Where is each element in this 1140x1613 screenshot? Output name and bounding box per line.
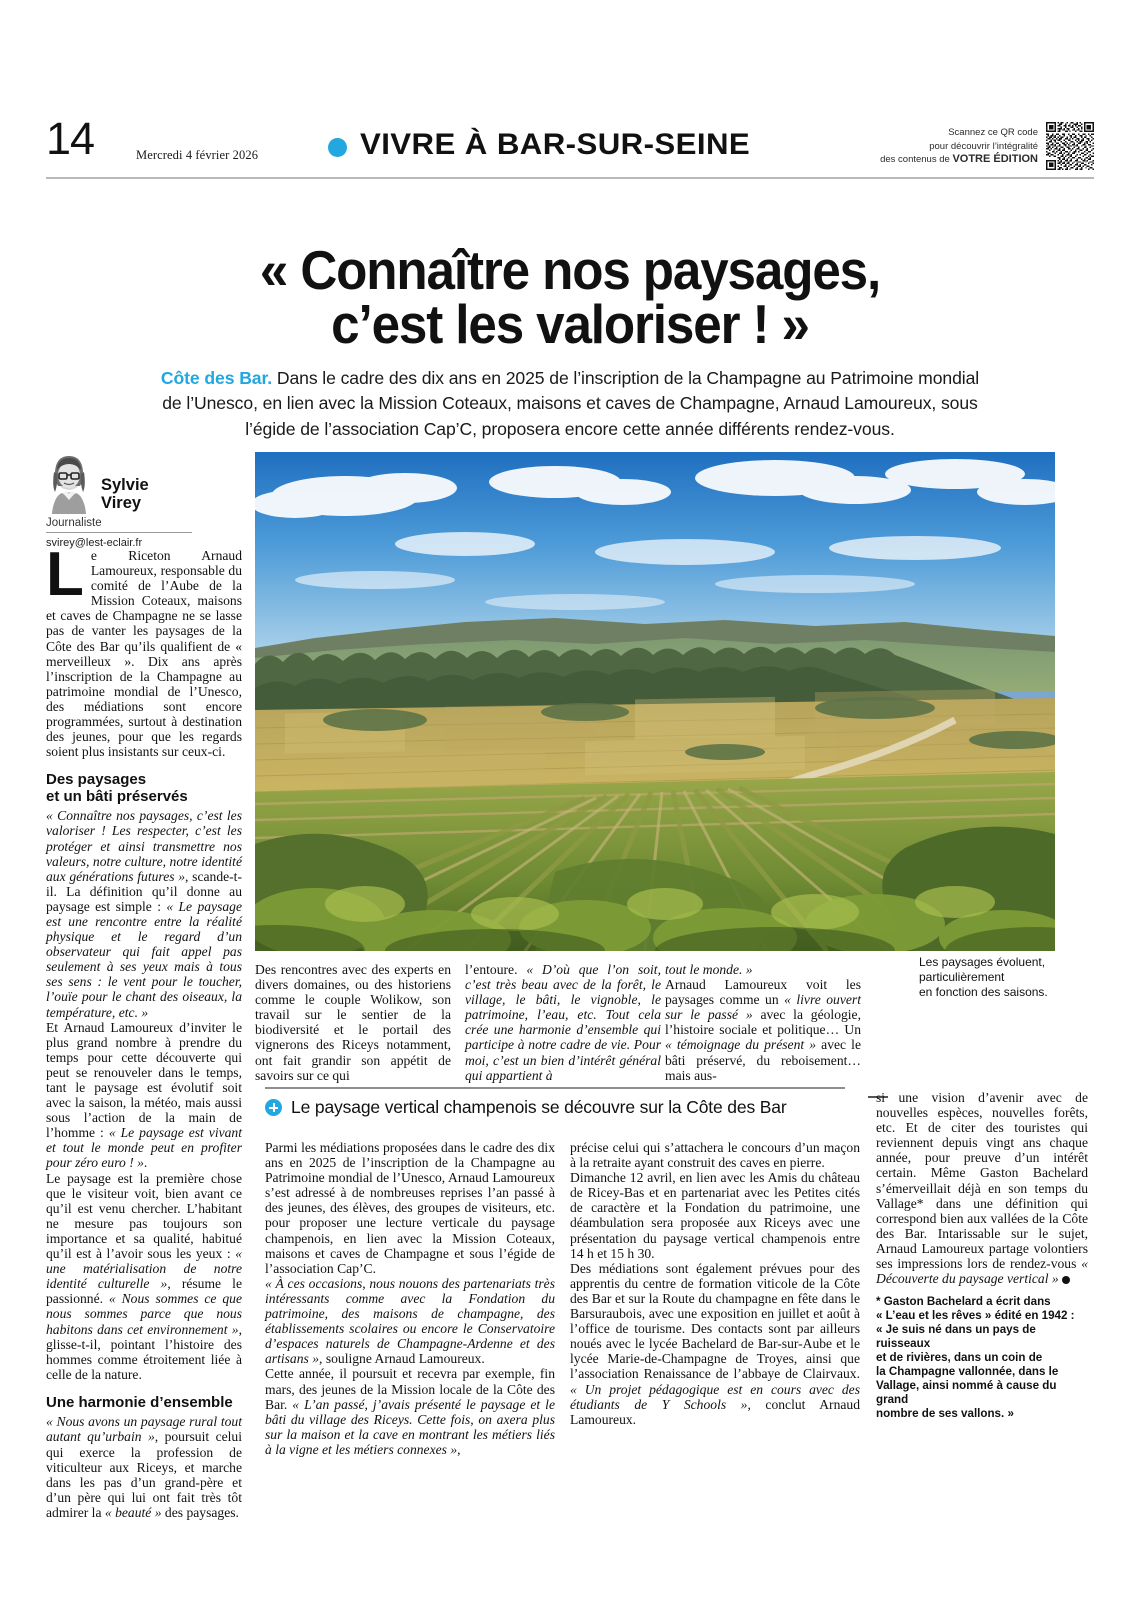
subheading-2: Une harmonie d’ensemble bbox=[46, 1393, 233, 1411]
section-divider bbox=[265, 1087, 845, 1089]
quote: « Découverte du paysage vertical » bbox=[876, 1256, 1088, 1287]
subheading-1-line-1: Des paysages bbox=[46, 771, 147, 789]
header-divider bbox=[46, 177, 1094, 179]
qr-promo[interactable] bbox=[880, 122, 1094, 170]
section-heading bbox=[328, 128, 751, 162]
paragraph-text: , résume le passionné. bbox=[46, 1276, 242, 1307]
paragraph-text: Le paysage est la première chose que le visiteur voit, bien avant ce qu’il est venu chercher. L’habitant ne mesure pas toujours son importance et sa qualité, habitué qu’il est à l’avoir sous les yeux : bbox=[46, 1170, 242, 1262]
paragraph-text: , bbox=[457, 1441, 461, 1457]
body-column-2 bbox=[255, 962, 451, 1083]
footnote-line-7: nombre de ses vallons. » bbox=[876, 1407, 1014, 1421]
paragraph-text: , scande-t-il. La définition qu’il donne au paysage est simple : bbox=[46, 868, 242, 914]
paragraph-text: l’entoure. bbox=[465, 962, 527, 977]
paragraph bbox=[46, 1414, 242, 1520]
quote: « livre ouvert sur le passé » bbox=[665, 992, 861, 1023]
quote: « L’an passé, j’avais présenté le paysage et le bâti du village des Riceys. Cette fois, on axera plus sur la maison et la cave en montrant les métiers liés à la vigne et les métiers connexes » bbox=[265, 1396, 555, 1457]
quote: « Connaître nos paysages, c’est les valoriser ! Les respecter, c’est les protéger et ainsi transmettre nos valeurs, notre culture, notre identité aux générations futures » bbox=[46, 808, 242, 884]
quote: « une matérialisation de notre identité culturelle » bbox=[46, 1246, 242, 1292]
footnote-line-2: « L’eau et les rêves » édité en 1942 : bbox=[876, 1309, 1075, 1323]
plus-circle-icon bbox=[265, 1099, 282, 1116]
footnote-line-6: Vallage, ainsi nommé à cause du grand bbox=[876, 1379, 1057, 1407]
end-mark-icon bbox=[1062, 1276, 1070, 1284]
quote: « Nous sommes ce que nous sommes parce que nous habitons dans cet environnement » bbox=[46, 1291, 242, 1337]
headline-line-2: c’est les valoriser ! » bbox=[331, 292, 809, 355]
publication-date: Mercredi 4 février 2026 bbox=[136, 148, 259, 162]
paragraph-text: e Riceton Arnaud Lamoureux, responsable du comité de l’Aube de la Mission Coteaux, maisons et caves de Champagne ne se lasse pas de vanter les paysages de la Côte des Bar qu’ils qualifient de « merveilleux ». Dix ans après l’inscription de la Champagne au patrimoine mondial de l’Unesco, des médiations sont encore programmées, surtout à destination des jeunes, pour que les regards soient plus insistants sur ceux-ci. bbox=[46, 548, 242, 760]
quote: « Nous avons un paysage rural tout autant qu’urbain » bbox=[46, 1414, 242, 1445]
photo-caption bbox=[919, 955, 1099, 1000]
article-photo bbox=[255, 452, 1055, 951]
photo-caption-line-2: particulièrement bbox=[919, 970, 1005, 984]
paragraph bbox=[46, 1020, 242, 1171]
paragraph bbox=[265, 1276, 555, 1367]
subheading-1-line-2: et un bâti préservés bbox=[46, 787, 188, 805]
sidebar-column-1 bbox=[265, 1140, 555, 1457]
photo-caption-line-3: en fonction des saisons. bbox=[919, 985, 1048, 999]
paragraph: précise celui qui s’attachera le concours d’un maçon à la retraite ayant construit des caves en pierre. bbox=[570, 1140, 860, 1171]
photo-caption-line-1: Les paysages évoluent, bbox=[919, 955, 1046, 969]
body-column-3 bbox=[465, 962, 661, 1083]
sidebar-column-2 bbox=[570, 1140, 860, 1427]
qr-line-1: Scannez ce QR code bbox=[948, 127, 1038, 138]
paragraph-text: Des médiations sont également prévues pour des apprentis du centre de formation viticole de la Côte des Bar et sur la Route du champagne en fête dans le Barsuraubois, avec une exposition en juillet et août à l’office de tourisme. Des contacts sont par ailleurs noués avec le lycée Bachelard de Bar-sur-Aube et le lycée Marie-de-Champagne de Troyes, ainsi que l’association Renaissance de l’abbaye de Clairvaux. bbox=[570, 1260, 860, 1382]
standfirst-lede: Côte des Bar. bbox=[160, 367, 273, 388]
paragraph-text: , glisse-t-il, pointant l’histoire des hommes comme étroitement liée à celle de la nature. bbox=[46, 1321, 242, 1382]
byline-first-name: Sylvie bbox=[101, 476, 149, 494]
paragraph-text: Arnaud Lamoureux voit les paysages comme un bbox=[665, 977, 861, 1008]
sidebar-section-title-text: Le paysage vertical champenois se découvre sur la Côte des Bar bbox=[291, 1097, 787, 1117]
paragraph: Parmi les médiations proposées dans le cadre des dix ans en 2025 de l’inscription de la Champagne au Patrimoine mondial de l’Unesco, Arnaud Lamoureux s’est adressé à de nombreuses reprises l’an passé à des jeunes, des élèves, des groupes de visiteurs, etc. pour proposer une lecture verticale du paysage champenois, en lien avec la Mission Coteaux, maisons et caves de Champagne et sous l’égide de l’association Cap’C. bbox=[265, 1140, 555, 1276]
avatar bbox=[46, 452, 92, 514]
paragraph bbox=[265, 1366, 555, 1457]
footnote bbox=[876, 1295, 1088, 1421]
article-headline bbox=[46, 238, 1094, 355]
paragraph-text: avec la géologie, l’histoire sociale et politique… Un bbox=[665, 1007, 861, 1038]
photo-vineyard bbox=[255, 452, 1055, 951]
paragraph-text: Cette année, il poursuit et recevra par exemple, fin mars, des jeunes de la Mission locale de la Côte des Bar. bbox=[265, 1366, 555, 1412]
sidebar-section-title bbox=[265, 1097, 865, 1118]
quote: « témoignage du présent » bbox=[665, 1037, 817, 1053]
byline bbox=[46, 452, 242, 549]
paragraph-text: , poursuit celui qui exerce la profession de viticulteur aux Riceys, et marche dans les pas d’un grand-père et d’un père qui lui ont fait très tôt admirer la bbox=[46, 1429, 242, 1520]
paragraph-text: Et Arnaud Lamoureux d’inviter le plus grand nombre à prendre du temps pour cette découverte qui peut se renouveler dans le temps, tant le paysage est évolutif soit avec la saison, la météo, mais aussi sous l’action de la main de l’homme : bbox=[46, 1019, 242, 1141]
paragraph-text: , souligne Arnaud Lamoureux. bbox=[319, 1351, 485, 1367]
paragraph bbox=[665, 962, 861, 977]
article-standfirst bbox=[160, 366, 980, 443]
quote: tout le monde. » bbox=[665, 962, 753, 977]
qr-code-icon[interactable] bbox=[1046, 122, 1094, 170]
section-title: VIVRE À BAR-SUR-SEINE bbox=[360, 128, 751, 161]
quote: « Le paysage est une rencontre entre la réalité physique et le regard d’un observateur qui fait appel pas seulement à ses yeux mais à tous ses sens : le vent pour le toucher, l’ouïe pour le chant des oiseaux, la température, etc. » bbox=[46, 898, 242, 1020]
drop-cap: L bbox=[46, 540, 84, 609]
paragraph-text: si une vision d’avenir avec de nouvelles espèces, nouvelles forêts, etc. Et de citer des touristes qui reviennent depuis vingt ans chaque année, pour preuve d’un intérêt certain. Même Gaston Bachelard s’émerveillait déjà en son temps du Vallage* dans une définition qui correspond bien aux vallées de la Côte des Bar. Intarissable sur le sujet, Arnaud Lamoureux partage volontiers ses impressions lors de rendez-vous bbox=[876, 1090, 1088, 1272]
footnote-line-5: la Champagne vallonnée, dans le bbox=[876, 1365, 1059, 1379]
quote: « À ces occasions, nous nouons des partenariats très intéressants comme avec la Fondation du patrimoine, des maisons de champagne, des établissements scolaires ou encore le Conservatoire d’espaces naturels de Champagne-Ardenne et des artisans » bbox=[265, 1275, 555, 1367]
paragraph: Des rencontres avec des experts en divers domaines, ou des historiens comme le couple Wolikow, son travail sur le sentier de la biodiversité et le portail des vignerons des Riceys notamment, ont fait grandir son appétit de savoirs sur ce qui bbox=[255, 962, 451, 1083]
footnote-line-1: * Gaston Bachelard a écrit dans bbox=[876, 1295, 1051, 1309]
footnote-line-3: « Je suis né dans un pays de ruisseaux bbox=[876, 1323, 1036, 1351]
masthead bbox=[46, 113, 1094, 178]
quote: « Un projet pédagogique est en cours avec des étudiants de Y Schools » bbox=[570, 1381, 860, 1412]
footnote-line-4: et de rivières, dans un coin de bbox=[876, 1351, 1043, 1365]
page-number: 14 bbox=[46, 113, 95, 164]
body-column-4 bbox=[665, 962, 861, 1083]
paragraph: Dimanche 12 avril, en lien avec les Amis du château de Ricey-Bas et en partenariat avec les Petites cités de caractère et la Fondation du patrimoine, une déambulation sera proposée aux Riceys avec une présentation du paysage vertical champenois entre 14 h et 15 h 30. bbox=[570, 1170, 860, 1261]
byline-email[interactable]: svirey@lest-eclair.fr bbox=[46, 537, 143, 549]
paragraph bbox=[876, 1090, 1088, 1286]
subheading-1 bbox=[46, 772, 242, 805]
quote: « beauté » bbox=[104, 1504, 162, 1520]
paragraph bbox=[570, 1261, 860, 1427]
paragraph bbox=[46, 808, 242, 1019]
byline-last-name: Virey bbox=[101, 493, 142, 512]
body-column-5 bbox=[876, 1090, 1088, 1421]
byline-role: Journaliste bbox=[46, 517, 192, 533]
paragraph-text: . bbox=[143, 1155, 148, 1171]
quote: « Le paysage est vivant et tout le monde peut en profiter pour zéro euro ! » bbox=[46, 1125, 242, 1171]
byline-names bbox=[101, 477, 149, 514]
qr-promo-text bbox=[880, 122, 1038, 167]
paragraph-text: , conclut Arnaud Lamoureux. bbox=[570, 1396, 860, 1427]
paragraph-text: des paysages. bbox=[161, 1504, 239, 1520]
paragraph bbox=[665, 977, 861, 1083]
paragraph bbox=[465, 962, 661, 1083]
qr-line-2: pour découvrir l’intégralité bbox=[929, 140, 1038, 152]
paragraph bbox=[46, 1171, 242, 1382]
qr-line-3: des contenus de VOTRE ÉDITION bbox=[880, 153, 1038, 165]
bullet-dot-icon bbox=[328, 138, 347, 157]
standfirst-text: Dans le cadre des dix ans en 2025 de l’inscription de la Champagne au Patrimoine mondial de l’Unesco, en lien avec la Mission Coteaux, maisons et caves de Champagne, Arnaud Lamoureux, sous l’égide de l’association Cap’C, proposera encore cette année différents rendez-vous. bbox=[162, 367, 980, 439]
headline-line-1: « Connaître nos paysages, bbox=[259, 238, 881, 301]
paragraph-text: avec le bâti préservé, du reboisement… mais aus- bbox=[665, 1037, 861, 1083]
quote: « D’où que l’on soit, c’est très beau avec de la forêt, le village, le bâti, le vignoble, le patrimoine, l’eau, etc. Tout cela crée une harmonie d’ensemble qui participe à notre cadre de vie. Pour moi, c’est un bien d’intérêt général qui appartient à bbox=[465, 962, 661, 1083]
